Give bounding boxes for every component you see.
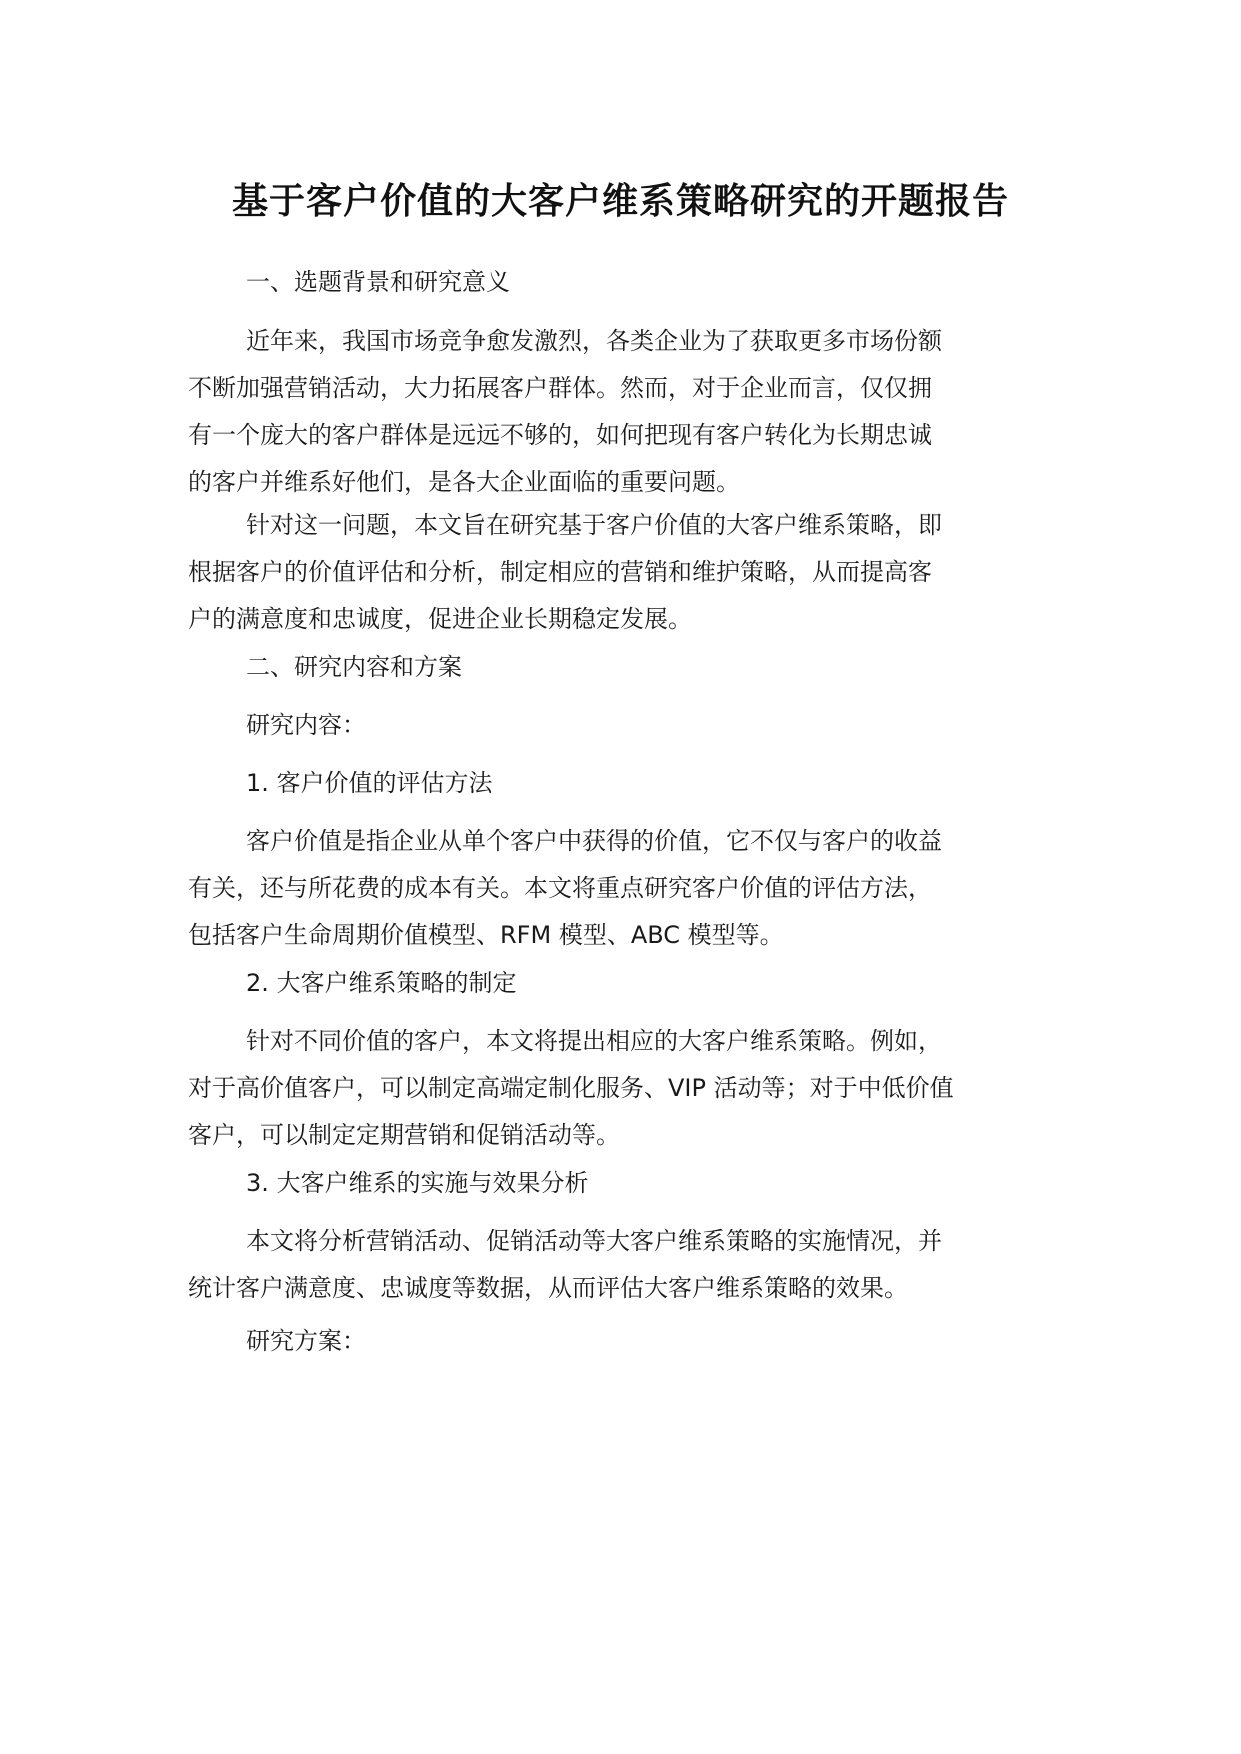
item-heading-1 bbox=[188, 760, 1068, 807]
paragraph-line: 统计客户满意度、忠诚度等数据，从而评估大客户维系策略的效果。 bbox=[188, 1274, 908, 1302]
item-heading: 1. 客户价值的评估方法 bbox=[246, 769, 493, 797]
paragraph-background bbox=[188, 318, 1068, 506]
paragraph-line: 客户，可以制定定期营销和促销活动等。 bbox=[188, 1121, 620, 1149]
paragraph-line: 不断加强营销活动，大力拓展客户群体。然而，对于企业而言，仅仅拥 bbox=[188, 374, 932, 402]
subheading-research-plan bbox=[188, 1318, 1068, 1365]
paragraph-customer-value bbox=[188, 818, 1068, 959]
item-heading: 2. 大客户维系策略的制定 bbox=[246, 969, 517, 997]
item-heading-2 bbox=[188, 960, 1068, 1007]
paragraph-implementation bbox=[188, 1218, 1068, 1312]
paragraph-line: 有一个庞大的客户群体是远远不够的，如何把现有客户转化为长期忠诚 bbox=[188, 421, 932, 449]
paragraph-line: 针对这一问题，本文旨在研究基于客户价值的大客户维系策略，即 bbox=[246, 511, 942, 539]
document-title: 基于客户价值的大客户维系策略研究的开题报告 bbox=[231, 181, 1009, 222]
section-heading: 一、选题背景和研究意义 bbox=[246, 268, 510, 296]
paragraph-strategies bbox=[188, 1018, 1068, 1159]
paragraph-line: 的客户并维系好他们，是各大企业面临的重要问题。 bbox=[188, 468, 740, 496]
item-heading-3 bbox=[188, 1160, 1068, 1207]
paragraph-purpose bbox=[188, 502, 1068, 643]
item-heading: 3. 大客户维系的实施与效果分析 bbox=[246, 1169, 589, 1197]
subheading-research-content bbox=[188, 702, 1068, 749]
paragraph-line: 本文将分析营销活动、促销活动等大客户维系策略的实施情况，并 bbox=[246, 1227, 942, 1255]
paragraph-line: 包括客户生命周期价值模型、RFM 模型、ABC 模型等。 bbox=[188, 921, 784, 949]
paragraph-line: 针对不同价值的客户，本文将提出相应的大客户维系策略。例如， bbox=[246, 1027, 942, 1055]
section-heading: 二、研究内容和方案 bbox=[246, 653, 462, 681]
paragraph-line: 户的满意度和忠诚度，促进企业长期稳定发展。 bbox=[188, 605, 692, 633]
subheading: 研究方案： bbox=[246, 1327, 366, 1355]
subheading: 研究内容： bbox=[246, 711, 366, 739]
section-heading-content bbox=[188, 644, 1068, 691]
section-heading-background bbox=[188, 259, 1068, 306]
paragraph-line: 近年来，我国市场竞争愈发激烈，各类企业为了获取更多市场份额 bbox=[246, 327, 942, 355]
paragraph-line: 对于高价值客户，可以制定高端定制化服务、VIP 活动等；对于中低价值 bbox=[188, 1074, 954, 1102]
paragraph-line: 客户价值是指企业从单个客户中获得的价值，它不仅与客户的收益 bbox=[246, 827, 942, 855]
paragraph-line: 根据客户的价值评估和分析，制定相应的营销和维护策略，从而提高客 bbox=[188, 558, 932, 586]
paragraph-line: 有关，还与所花费的成本有关。本文将重点研究客户价值的评估方法， bbox=[188, 874, 932, 902]
